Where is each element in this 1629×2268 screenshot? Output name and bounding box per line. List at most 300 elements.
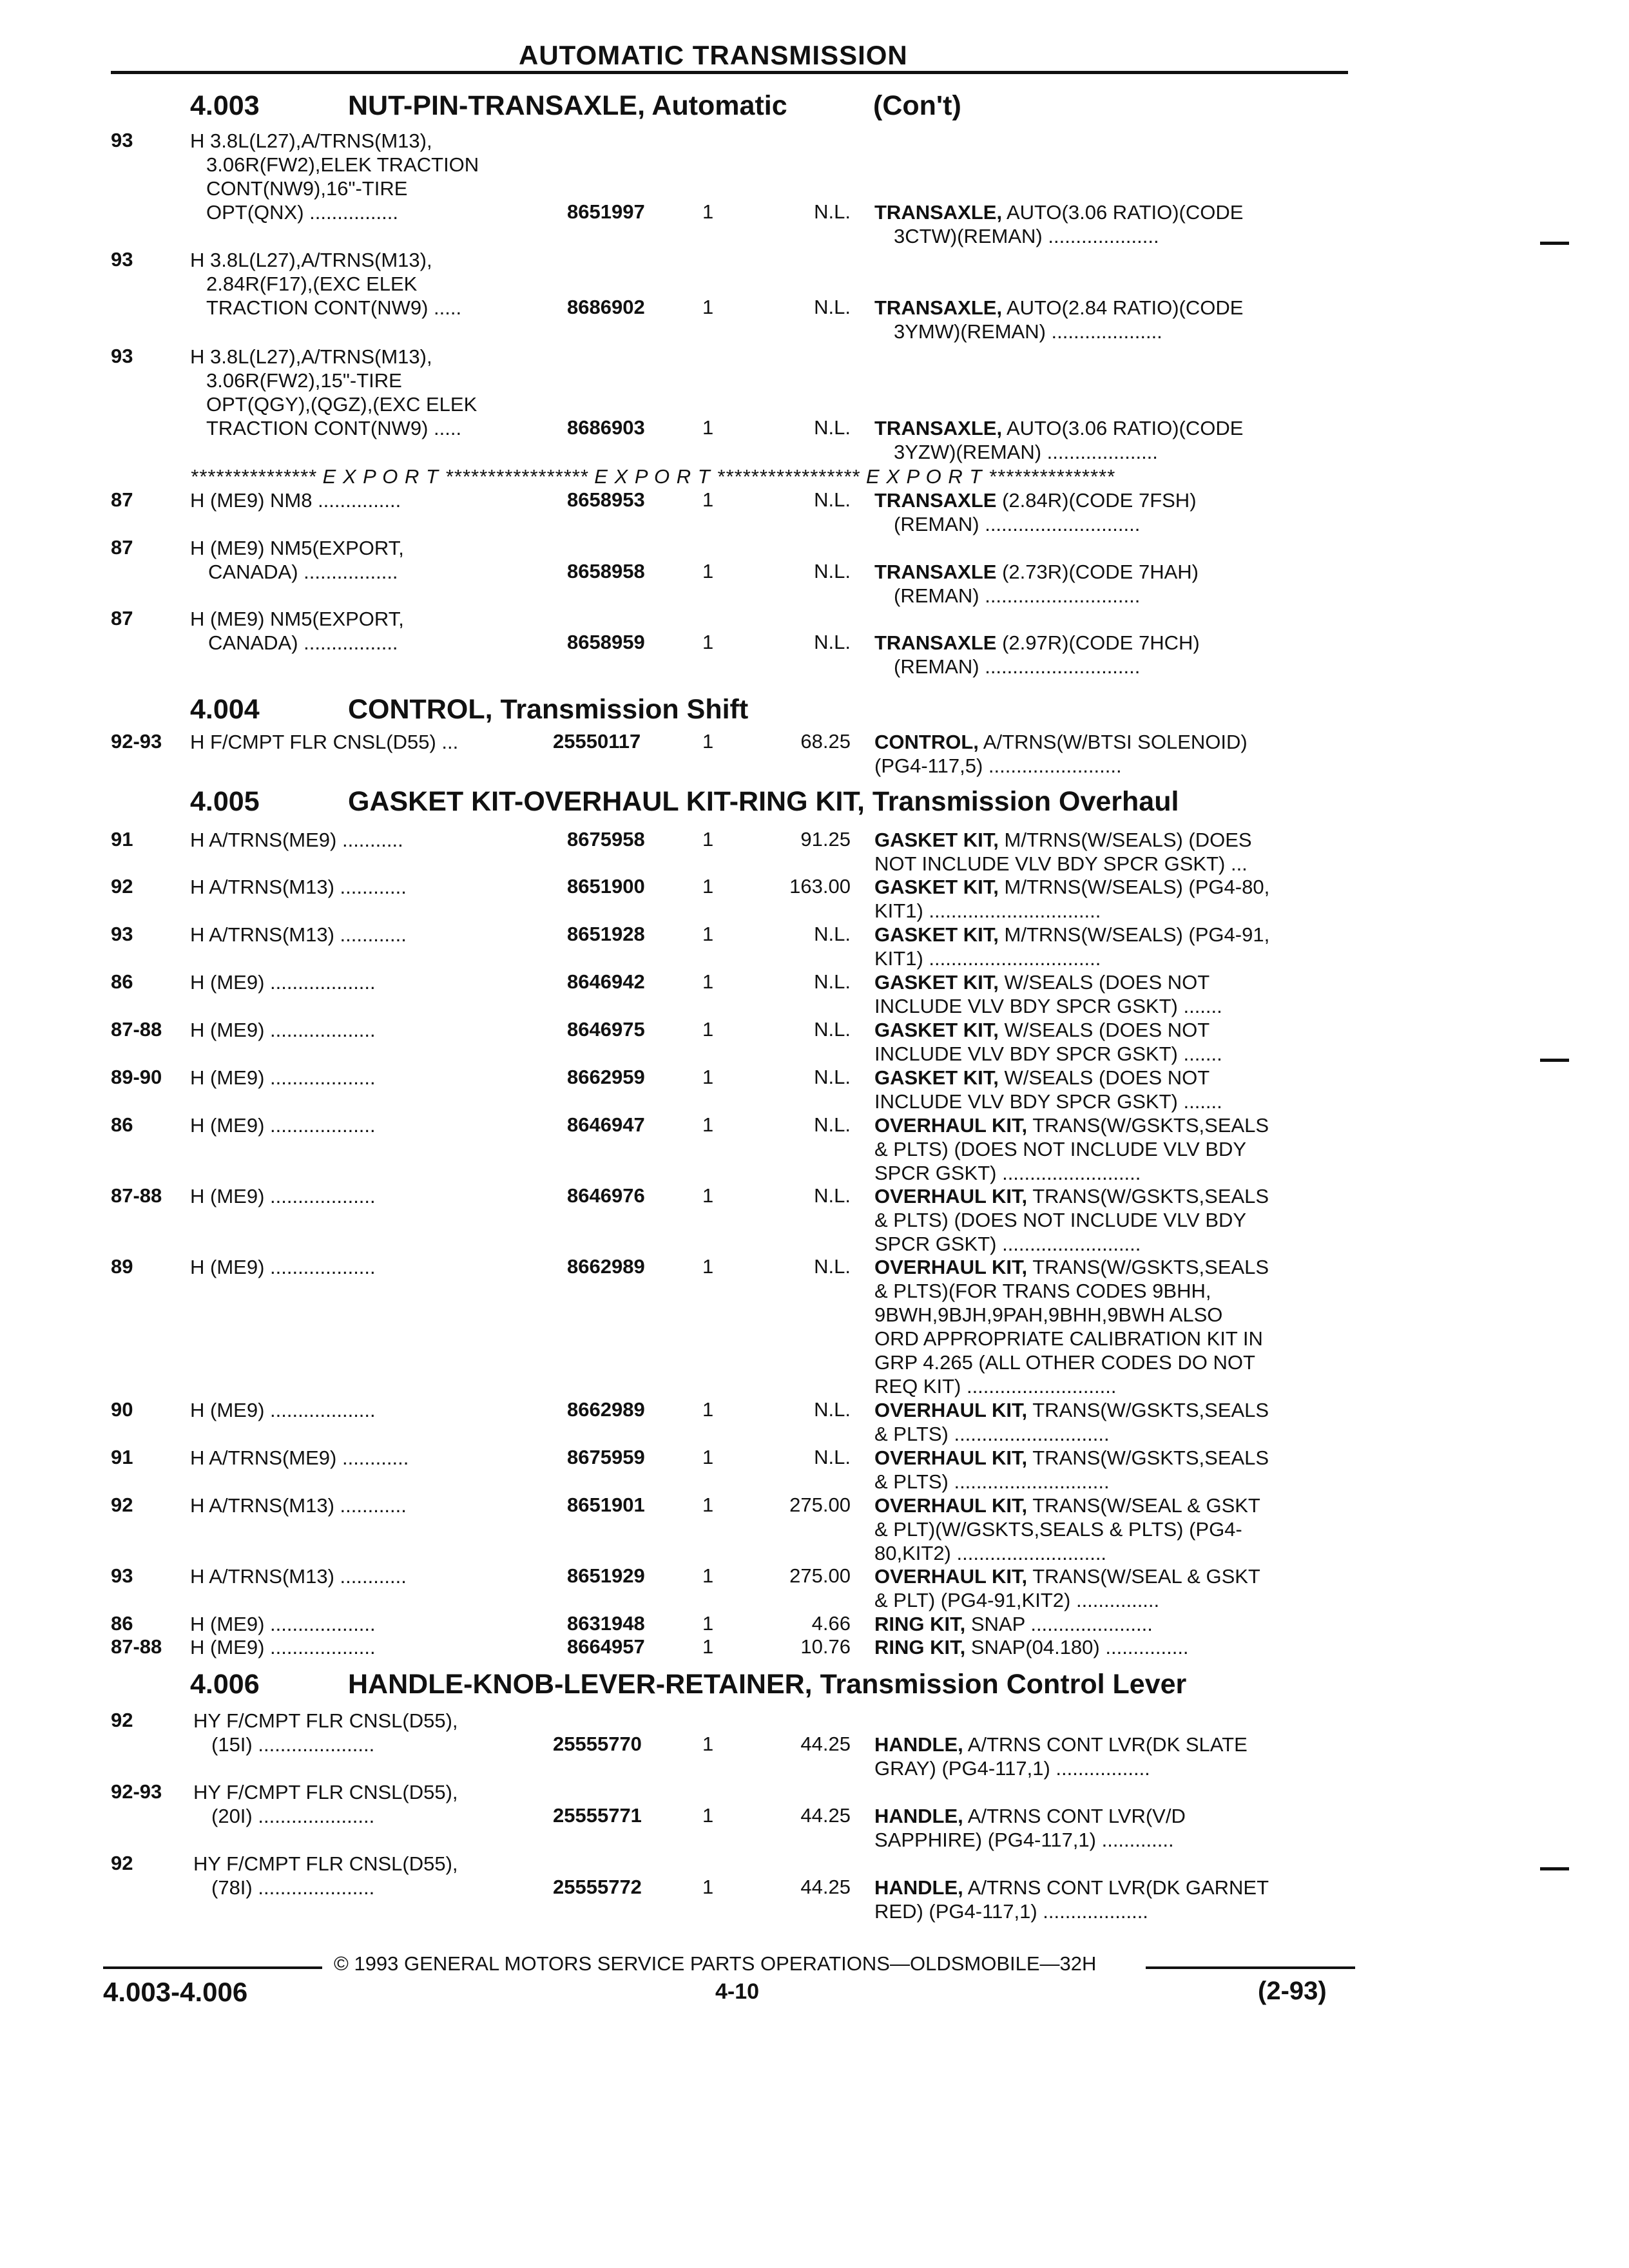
part-description-line: [874, 828, 1351, 852]
quantity: 1: [702, 1804, 714, 1827]
part-number: 8686902: [567, 296, 645, 318]
part-description: [874, 1612, 1351, 1636]
part-description-line: GRAY) (PG4-117,1) .................: [874, 1757, 1150, 1780]
application-line: H 3.8L(L27),A/TRNS(M13),: [190, 249, 432, 271]
part-description: [874, 200, 1351, 248]
part-name: RING KIT,: [874, 1613, 966, 1635]
part-description-line: ORD APPROPRIATE CALIBRATION KIT IN: [874, 1327, 1263, 1350]
part-description-line: (REMAN) ............................: [894, 655, 1141, 678]
part-description: [874, 631, 1351, 678]
section-title: HANDLE-KNOB-LEVER-RETAINER, Transmission Control Lever: [348, 1669, 1187, 1700]
part-name: GASKET KIT,: [874, 1019, 999, 1041]
part-description-line: SPCR GSKT) .........................: [874, 1162, 1141, 1184]
part-description: [874, 730, 1351, 778]
application-description: [190, 1494, 407, 1517]
application-line: H A/TRNS(M13) ............: [190, 923, 407, 946]
model-year: 93: [111, 345, 133, 367]
part-description-line: INCLUDE VLV BDY SPCR GSKT) .......: [874, 1090, 1222, 1113]
part-description-line: REQ KIT) ...........................: [874, 1375, 1117, 1398]
section-title: CONTROL, Transmission Shift: [348, 694, 749, 725]
price: 10.76: [800, 1635, 851, 1658]
price: 163.00: [789, 875, 851, 898]
application-line: H (ME9) ...................: [190, 1256, 376, 1278]
part-name: TRANSAXLE: [874, 631, 997, 654]
application-line: H (ME9) NM8 ...............: [190, 489, 401, 512]
price: N.L.: [814, 1255, 851, 1278]
part-description: [874, 488, 1351, 536]
model-year: 92: [111, 1494, 133, 1516]
part-description-line: [874, 1446, 1351, 1470]
application-description: [190, 1184, 376, 1208]
part-description: [874, 1066, 1351, 1113]
application-description: [193, 1852, 458, 1899]
part-description-line: [874, 970, 1351, 994]
application-description: [190, 1113, 376, 1137]
quantity: 1: [702, 970, 714, 993]
application-line: TRACTION CONT(NW9) .....: [206, 296, 462, 319]
part-description: [874, 560, 1351, 608]
part-description-line: & PLTS)(FOR TRANS CODES 9BHH,: [874, 1280, 1211, 1302]
price: N.L.: [814, 1018, 851, 1041]
part-description: [874, 970, 1351, 1018]
price: 91.25: [800, 828, 851, 850]
part-number: 8651900: [567, 875, 645, 898]
price: 275.00: [789, 1494, 851, 1516]
part-description-line: RED) (PG4-117,1) ...................: [874, 1900, 1148, 1923]
part-detail: TRANS(W/GSKTS,SEALS: [1032, 1114, 1269, 1137]
section-number: 4.005: [190, 786, 260, 817]
model-year: 87: [111, 488, 133, 511]
part-description-line: & PLTS) ............................: [874, 1470, 1110, 1493]
part-description: [874, 1804, 1351, 1852]
part-description-line: 3YMW)(REMAN) ....................: [894, 320, 1162, 343]
part-description-line: 80,KIT2) ...........................: [874, 1542, 1107, 1564]
quantity: 1: [702, 200, 714, 223]
part-description-line: KIT1) ...............................: [874, 899, 1101, 922]
part-description: [874, 1255, 1351, 1398]
part-description-line: [874, 1733, 1351, 1756]
application-line: (20I) .....................: [211, 1805, 375, 1827]
part-detail: TRANS(W/GSKTS,SEALS: [1032, 1185, 1269, 1207]
price: N.L.: [814, 1398, 851, 1421]
price: N.L.: [814, 416, 851, 439]
part-detail: A/TRNS(W/BTSI SOLENOID): [983, 731, 1248, 753]
price: N.L.: [814, 560, 851, 582]
part-name: OVERHAUL KIT,: [874, 1399, 1028, 1421]
part-description: [874, 296, 1351, 343]
part-detail: W/SEALS (DOES NOT: [1004, 971, 1210, 994]
quantity: 1: [702, 828, 714, 850]
part-number: 8686903: [567, 416, 645, 439]
application-description: [190, 1255, 376, 1279]
part-description-line: SAPPHIRE) (PG4-117,1) .............: [874, 1829, 1174, 1851]
footer-page-number: 4-10: [715, 1979, 760, 2004]
part-number: 8658958: [567, 560, 645, 582]
section-continued: (Con't): [873, 90, 961, 121]
application-description: [190, 875, 407, 899]
model-year: 90: [111, 1398, 133, 1421]
model-year: 92: [111, 1709, 133, 1731]
part-detail: A/TRNS CONT LVR(V/D: [967, 1805, 1186, 1827]
part-detail: TRANS(W/GSKTS,SEALS: [1032, 1399, 1269, 1421]
quantity: 1: [702, 1018, 714, 1041]
part-description-line: [874, 923, 1351, 947]
header-rule: [111, 71, 1348, 74]
application-line: H 3.8L(L27),A/TRNS(M13),: [190, 130, 432, 152]
part-description-line: [874, 416, 1351, 440]
application-description: [190, 1612, 376, 1636]
part-description-line: KIT1) ...............................: [874, 947, 1101, 970]
section-number: 4.003: [190, 90, 260, 121]
model-year: 93: [111, 129, 133, 151]
part-description: [874, 1876, 1351, 1923]
part-description-line: INCLUDE VLV BDY SPCR GSKT) .......: [874, 1043, 1222, 1065]
part-description-line: [874, 1066, 1351, 1090]
application-line: 3.06R(FW2),15"-TIRE: [206, 369, 402, 392]
model-year: 86: [111, 1612, 133, 1635]
quantity: 1: [702, 1494, 714, 1516]
part-description: [874, 923, 1351, 970]
model-year: 86: [111, 1113, 133, 1136]
price: N.L.: [814, 1446, 851, 1468]
application-line: H (ME9) ...................: [190, 1399, 376, 1421]
part-description-line: INCLUDE VLV BDY SPCR GSKT) .......: [874, 995, 1222, 1017]
part-description: [874, 1446, 1351, 1494]
application-line: H (ME9) ...................: [190, 1019, 376, 1041]
part-description-line: 3CTW)(REMAN) ....................: [894, 225, 1159, 247]
quantity: 1: [702, 1255, 714, 1278]
model-year: 93: [111, 923, 133, 945]
price: N.L.: [814, 1113, 851, 1136]
application-description: [190, 1018, 376, 1042]
model-year: 89: [111, 1255, 133, 1278]
part-description-line: & PLTS) ............................: [874, 1423, 1110, 1445]
application-description: [190, 248, 461, 320]
application-description: [190, 488, 401, 512]
section-title: GASKET KIT-OVERHAUL KIT-RING KIT, Transmission Overhaul: [348, 786, 1179, 817]
part-detail: M/TRNS(W/SEALS) (PG4-80,: [1004, 876, 1270, 898]
part-description-line: & PLTS) (DOES NOT INCLUDE VLV BDY: [874, 1138, 1247, 1160]
application-line: H 3.8L(L27),A/TRNS(M13),: [190, 345, 432, 368]
part-number: 8675959: [567, 1446, 645, 1468]
model-year: 87-88: [111, 1635, 162, 1658]
application-line: H (ME9) ...................: [190, 1066, 376, 1089]
quantity: 1: [702, 730, 714, 753]
footer-group-range: 4.003-4.006: [103, 1977, 248, 2007]
part-description-line: [874, 1635, 1351, 1659]
model-year: 93: [111, 248, 133, 271]
application-description: [190, 536, 404, 584]
part-name: TRANSAXLE: [874, 489, 997, 512]
part-name: HANDLE,: [874, 1876, 963, 1899]
application-line: OPT(QGY),(QGZ),(EXC ELEK: [206, 393, 477, 416]
part-detail: TRANS(W/SEAL & GSKT: [1032, 1565, 1260, 1588]
part-detail: W/SEALS (DOES NOT: [1004, 1019, 1210, 1041]
model-year: 92: [111, 1852, 133, 1874]
model-year: 91: [111, 1446, 133, 1468]
application-line: H (ME9) NM5(EXPORT,: [190, 537, 404, 559]
quantity: 1: [702, 1876, 714, 1898]
part-description: [874, 1113, 1351, 1185]
part-name: OVERHAUL KIT,: [874, 1494, 1028, 1517]
part-detail: A/TRNS CONT LVR(DK GARNET: [967, 1876, 1269, 1899]
part-number: 8662959: [567, 1066, 645, 1088]
part-description-line: [874, 560, 1351, 584]
part-name: HANDLE,: [874, 1733, 963, 1756]
quantity: 1: [702, 631, 714, 653]
part-description-line: [874, 631, 1351, 655]
part-number: 8651997: [567, 200, 645, 223]
part-detail: W/SEALS (DOES NOT: [1004, 1066, 1210, 1089]
part-detail: TRANS(W/GSKTS,SEALS: [1032, 1256, 1269, 1278]
model-year: 87-88: [111, 1184, 162, 1207]
part-detail: M/TRNS(W/SEALS) (PG4-91,: [1004, 923, 1270, 946]
part-name: TRANSAXLE,: [874, 296, 1003, 319]
application-description: [190, 730, 458, 754]
model-year: 87: [111, 536, 133, 559]
part-description-line: [874, 1398, 1351, 1422]
application-description: [190, 828, 403, 852]
application-line: CANADA) .................: [208, 631, 398, 654]
application-line: TRACTION CONT(NW9) .....: [206, 417, 462, 439]
quantity: 1: [702, 1113, 714, 1136]
part-number: 8662989: [567, 1255, 645, 1278]
price: 4.66: [811, 1612, 851, 1635]
part-description-line: [874, 1255, 1351, 1279]
price: 275.00: [789, 1564, 851, 1587]
quantity: 1: [702, 923, 714, 945]
part-description: [874, 1635, 1351, 1659]
part-name: TRANSAXLE,: [874, 417, 1003, 439]
part-name: TRANSAXLE,: [874, 201, 1003, 224]
application-line: H (ME9) ...................: [190, 1185, 376, 1207]
part-name: GASKET KIT,: [874, 829, 999, 851]
part-description-line: & PLTS) (DOES NOT INCLUDE VLV BDY: [874, 1209, 1247, 1231]
application-line: H (ME9) ...................: [190, 1613, 376, 1635]
part-name: OVERHAUL KIT,: [874, 1446, 1028, 1469]
application-description: [190, 1635, 376, 1659]
part-number: 25555770: [553, 1733, 642, 1755]
part-description: [874, 1018, 1351, 1066]
part-name: OVERHAUL KIT,: [874, 1565, 1028, 1588]
part-detail: AUTO(3.06 RATIO)(CODE: [1006, 417, 1244, 439]
part-description: [874, 1733, 1351, 1780]
model-year: 93: [111, 1564, 133, 1587]
part-description-line: [874, 1113, 1351, 1137]
part-number: 8658959: [567, 631, 645, 653]
application-line: OPT(QNX) ................: [206, 201, 398, 224]
application-line: H (ME9) ...................: [190, 1114, 376, 1137]
part-number: 8646947: [567, 1113, 645, 1136]
part-number: 8631948: [567, 1612, 645, 1635]
part-description-line: SPCR GSKT) .........................: [874, 1233, 1141, 1255]
application-description: [193, 1709, 458, 1756]
price: N.L.: [814, 1066, 851, 1088]
part-number: 8646942: [567, 970, 645, 993]
application-line: CANADA) .................: [208, 561, 398, 583]
part-description-line: [874, 1018, 1351, 1042]
part-description-line: [874, 1612, 1351, 1636]
application-description: [193, 1780, 458, 1828]
part-description: [874, 875, 1351, 923]
part-description-line: (PG4-117,5) ........................: [874, 754, 1122, 777]
part-description-line: (REMAN) ............................: [894, 513, 1141, 535]
margin-change-mark: [1540, 1867, 1569, 1870]
application-line: CONT(NW9),16"-TIRE: [206, 177, 408, 200]
part-detail: SNAP ......................: [970, 1613, 1153, 1635]
application-line: H A/TRNS(ME9) ............: [190, 1446, 409, 1469]
part-description-line: [874, 488, 1351, 512]
part-name: OVERHAUL KIT,: [874, 1256, 1028, 1278]
section-title: NUT-PIN-TRANSAXLE, Automatic: [348, 90, 787, 121]
export-divider: *************** E X P O R T ***************** E X P O R T ***************** E X P O R T ***************: [190, 465, 1115, 488]
application-description: [190, 923, 407, 947]
part-detail: M/TRNS(W/SEALS) (DOES: [1004, 829, 1252, 851]
footer-copyright: © 1993 GENERAL MOTORS SERVICE PARTS OPERATIONS—OLDSMOBILE—32H: [334, 1952, 1097, 1975]
application-line: H (ME9) ...................: [190, 1636, 376, 1658]
model-year: 92: [111, 875, 133, 898]
part-number: 8646975: [567, 1018, 645, 1041]
application-line: (78I) .....................: [211, 1876, 375, 1899]
application-line: H A/TRNS(M13) ............: [190, 1565, 407, 1588]
application-line: HY F/CMPT FLR CNSL(D55),: [193, 1852, 458, 1875]
part-description: [874, 1494, 1351, 1565]
part-number: 8658953: [567, 488, 645, 511]
part-description-line: [874, 1564, 1351, 1588]
part-number: 25555771: [553, 1804, 642, 1827]
part-number: 25555772: [553, 1876, 642, 1898]
part-name: GASKET KIT,: [874, 1066, 999, 1089]
application-line: H A/TRNS(M13) ............: [190, 1494, 407, 1517]
quantity: 1: [702, 488, 714, 511]
part-number: 8646976: [567, 1184, 645, 1207]
footer-rule: [103, 1966, 322, 1969]
part-description: [874, 1564, 1351, 1612]
model-year: 87: [111, 607, 133, 629]
price: N.L.: [814, 923, 851, 945]
model-year: 92-93: [111, 730, 162, 753]
part-number: 8664957: [567, 1635, 645, 1658]
quantity: 1: [702, 1564, 714, 1587]
part-name: RING KIT,: [874, 1636, 966, 1658]
application-line: H A/TRNS(M13) ............: [190, 876, 407, 898]
price: 44.25: [800, 1733, 851, 1755]
part-description-line: [874, 1184, 1351, 1208]
part-description-line: [874, 1494, 1351, 1517]
part-description-line: GRP 4.265 (ALL OTHER CODES DO NOT: [874, 1351, 1255, 1374]
part-name: TRANSAXLE: [874, 561, 997, 583]
part-number: 8651928: [567, 923, 645, 945]
quantity: 1: [702, 1066, 714, 1088]
part-description-line: [874, 1804, 1351, 1828]
quantity: 1: [702, 1398, 714, 1421]
part-description-line: NOT INCLUDE VLV BDY SPCR GSKT) ...: [874, 852, 1248, 875]
part-description-line: [874, 200, 1351, 224]
application-line: H (ME9) ...................: [190, 971, 376, 994]
part-detail: (2.84R)(CODE 7FSH): [1002, 489, 1197, 512]
quantity: 1: [702, 296, 714, 318]
page-title: AUTOMATIC TRANSMISSION: [519, 40, 908, 70]
application-description: [190, 1446, 409, 1470]
part-description-line: 3YZW)(REMAN) ....................: [894, 441, 1158, 463]
part-detail: SNAP(04.180) ...............: [970, 1636, 1189, 1658]
price: 44.25: [800, 1804, 851, 1827]
application-description: [190, 129, 479, 224]
quantity: 1: [702, 416, 714, 439]
part-name: GASKET KIT,: [874, 971, 999, 994]
part-name: OVERHAUL KIT,: [874, 1185, 1028, 1207]
part-description: [874, 828, 1351, 876]
price: N.L.: [814, 200, 851, 223]
part-description-line: (REMAN) ............................: [894, 584, 1141, 607]
part-description-line: 9BWH,9BJH,9PAH,9BHH,9BWH ALSO: [874, 1303, 1223, 1326]
part-detail: A/TRNS CONT LVR(DK SLATE: [967, 1733, 1248, 1756]
part-detail: (2.73R)(CODE 7HAH): [1002, 561, 1199, 583]
application-line: HY F/CMPT FLR CNSL(D55),: [193, 1709, 458, 1732]
quantity: 1: [702, 875, 714, 898]
quantity: 1: [702, 1184, 714, 1207]
part-number: 25550117: [553, 730, 641, 753]
part-name: GASKET KIT,: [874, 876, 999, 898]
part-number: 8651901: [567, 1494, 645, 1516]
section-number: 4.004: [190, 694, 260, 725]
footer-date-code: (2-93): [1258, 1977, 1327, 2005]
section-number: 4.006: [190, 1669, 260, 1700]
model-year: 89-90: [111, 1066, 162, 1088]
model-year: 91: [111, 828, 133, 850]
application-description: [190, 1564, 407, 1588]
margin-change-mark: [1540, 1059, 1569, 1062]
application-description: [190, 970, 376, 994]
quantity: 1: [702, 560, 714, 582]
part-detail: TRANS(W/GSKTS,SEALS: [1032, 1446, 1269, 1469]
price: N.L.: [814, 1184, 851, 1207]
part-detail: AUTO(2.84 RATIO)(CODE: [1006, 296, 1244, 319]
part-detail: AUTO(3.06 RATIO)(CODE: [1006, 201, 1244, 224]
application-line: 3.06R(FW2),ELEK TRACTION: [206, 153, 479, 176]
application-line: H F/CMPT FLR CNSL(D55) ...: [190, 731, 459, 753]
part-detail: TRANS(W/SEAL & GSKT: [1032, 1494, 1260, 1517]
application-description: [190, 1398, 376, 1422]
price: 44.25: [800, 1876, 851, 1898]
application-line: (15I) .....................: [211, 1733, 375, 1756]
part-number: 8662989: [567, 1398, 645, 1421]
part-name: OVERHAUL KIT,: [874, 1114, 1028, 1137]
part-name: GASKET KIT,: [874, 923, 999, 946]
price: 68.25: [800, 730, 851, 753]
part-description-line: & PLT) (PG4-91,KIT2) ...............: [874, 1589, 1160, 1611]
part-description-line: & PLT)(W/GSKTS,SEALS & PLTS) (PG4-: [874, 1518, 1242, 1541]
margin-change-mark: [1540, 242, 1569, 245]
price: N.L.: [814, 631, 851, 653]
footer-rule: [1146, 1966, 1355, 1969]
application-line: HY F/CMPT FLR CNSL(D55),: [193, 1781, 458, 1803]
part-name: CONTROL,: [874, 731, 979, 753]
quantity: 1: [702, 1635, 714, 1658]
part-detail: (2.97R)(CODE 7HCH): [1002, 631, 1200, 654]
part-description: [874, 1398, 1351, 1446]
part-description-line: [874, 1876, 1351, 1899]
application-description: [190, 607, 404, 655]
price: N.L.: [814, 970, 851, 993]
quantity: 1: [702, 1612, 714, 1635]
quantity: 1: [702, 1446, 714, 1468]
quantity: 1: [702, 1733, 714, 1755]
part-description: [874, 416, 1351, 464]
price: N.L.: [814, 488, 851, 511]
application-description: [190, 345, 477, 440]
application-description: [190, 1066, 376, 1090]
